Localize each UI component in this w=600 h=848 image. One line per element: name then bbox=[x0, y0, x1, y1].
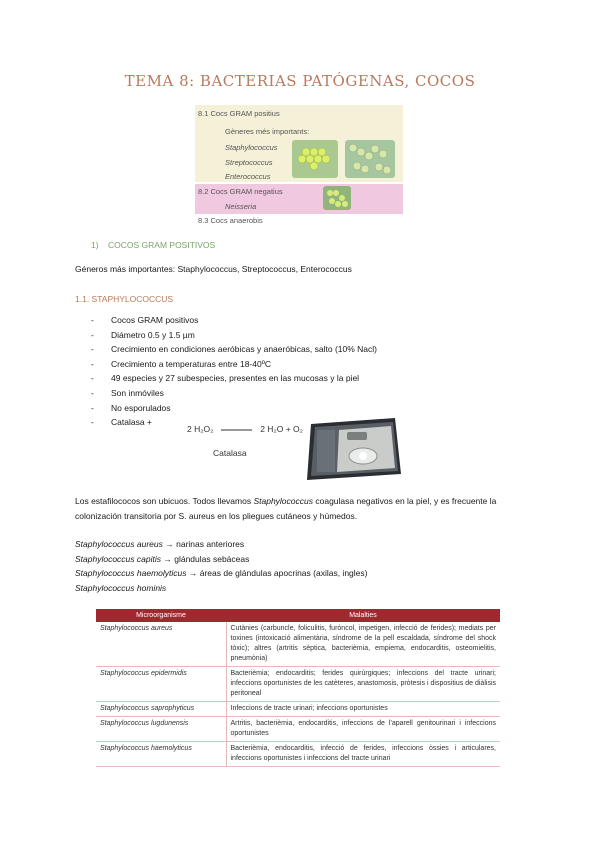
species-name: Staphylococcus hominis bbox=[75, 582, 167, 593]
diseases-cell: Artritis, bacterièmia, endocarditis, infeccions de l'aparell genitourinari i infeccions oportunistes bbox=[226, 717, 500, 742]
catalase-test-slide-image bbox=[303, 416, 403, 482]
list-item: - 49 especies y 27 subespecies, presentes en las mucosas y la piel bbox=[91, 371, 377, 386]
species-line bbox=[75, 566, 367, 581]
topic-index-figure bbox=[195, 105, 403, 225]
paragraph-text: coagulasa negativos en la piel, y es frecuente la colonización transitoria por S. aureus en los pliegues cutáneos y húmedos. bbox=[75, 496, 497, 521]
micrograph-staphylococcus bbox=[292, 140, 338, 178]
paragraph-text: Los estafilococos son ubicuos. Todos llevamos bbox=[75, 496, 254, 506]
list-item: - Son inmóviles bbox=[91, 386, 377, 401]
organism-cell: Staphylococcus aureus bbox=[96, 622, 226, 667]
table-row bbox=[96, 622, 500, 667]
species-name: Staphylococcus capitis bbox=[75, 553, 161, 564]
list-item: - No esporulados bbox=[91, 401, 377, 416]
list-item: - Crecimiento en condiciones aeróbicas y anaeróbicas, salto (10% Nacl) bbox=[91, 342, 377, 357]
index-genus: Staphylococcus bbox=[225, 143, 278, 152]
table-row bbox=[96, 742, 500, 767]
diseases-cell: Cutànies (carbuncle, foliculitis, furóncol, impetigen, infecció de ferides); mediats per toxines (intoxicació alimentària, síndrome de la pell escaldada, síndrome del shock tòxic); altres (artritis sèptica, bacterièmia, empiema, endocarditis, osteomielitis, pneumònia) bbox=[226, 622, 500, 667]
list-item: - Catalasa + bbox=[91, 415, 377, 430]
index-genus: Neisseria bbox=[225, 202, 257, 211]
species-line bbox=[75, 537, 367, 552]
micrograph-neisseria bbox=[323, 186, 351, 210]
ubiquity-paragraph bbox=[75, 494, 530, 524]
column-header: Malalties bbox=[226, 609, 500, 622]
species-habitat-list bbox=[75, 537, 367, 595]
characteristics-list bbox=[91, 313, 377, 430]
reaction-arrow-icon bbox=[220, 426, 254, 434]
reaction-product: 2 H₂O + O₂ bbox=[260, 424, 303, 434]
organism-cell: Staphylococcus lugdunensis bbox=[96, 717, 226, 742]
catalase-reaction bbox=[187, 424, 303, 458]
table-row bbox=[96, 667, 500, 702]
reaction-reactant: 2 H₂O₂ bbox=[187, 424, 214, 434]
species-site: → áreas de glándulas apocrinas (axilas, ingles) bbox=[186, 568, 368, 579]
section-heading: 1) COCOS GRAM POSITIVOS bbox=[91, 240, 216, 250]
species-line bbox=[75, 552, 367, 567]
subsection-heading: 1.1. STAPHYLOCOCCUS bbox=[75, 294, 174, 304]
index-genus: Enterococcus bbox=[225, 172, 271, 181]
list-item: - Diámetro 0.5 y 1.5 µm bbox=[91, 328, 377, 343]
index-item-3: 8.3 Cocs anaerobis bbox=[198, 216, 263, 225]
organism-cell: Staphylococcus haemolyticus bbox=[96, 742, 226, 767]
table-header-row bbox=[96, 609, 500, 622]
species-name: Staphylococcus aureus bbox=[75, 539, 163, 549]
species-site: → glándulas sebáceas bbox=[161, 553, 250, 564]
table-row bbox=[96, 717, 500, 742]
list-item: - Crecimiento a temperaturas entre 18-40ºC bbox=[91, 357, 377, 372]
species-name: Staphylococcus haemolyticus bbox=[75, 568, 187, 579]
index-subheading: Gèneres més importants: bbox=[225, 127, 310, 136]
list-item: - Cocos GRAM positivos bbox=[91, 313, 377, 328]
organism-cell: Staphylococcus epidermidis bbox=[96, 667, 226, 702]
diseases-cell: Infeccions de tracte urinari; infeccions oportunistes bbox=[226, 702, 500, 717]
index-item-1: 8.1 Cocs GRAM positius bbox=[198, 109, 280, 118]
micrograph-streptococcus bbox=[345, 140, 395, 178]
species-site: → narinas anteriores bbox=[162, 539, 245, 549]
index-genus: Streptococcus bbox=[225, 158, 273, 167]
organism-cell: Staphylococcus saprophyticus bbox=[96, 702, 226, 717]
genera-line: Géneros más importantes: Staphylococcus, Streptococcus, Enterococcus bbox=[75, 264, 352, 274]
diseases-table bbox=[96, 609, 500, 767]
species-line bbox=[75, 581, 367, 596]
paragraph-genus: Staphylococcus bbox=[253, 496, 313, 506]
diseases-cell: Bacterièmia; endocarditis; ferides quirúrgiques; infeccions del tracte urinari; infeccions oportunistes de les catèteres, anastomosis, pròtesis i dispositius de diàlisis peritoneal bbox=[226, 667, 500, 702]
diseases-cell: Bacterièmia, endocarditis, infecció de ferides, infeccions òssies i articulares, infeccions oportunistes i infeccions del tracte urinari bbox=[226, 742, 500, 767]
index-item-2: 8.2 Cocs GRAM negatius bbox=[198, 187, 283, 196]
page-title: TEMA 8: BACTERIAS PATÓGENAS, COCOS bbox=[124, 72, 476, 90]
table-row bbox=[96, 702, 500, 717]
column-header: Microorganisme bbox=[96, 609, 226, 622]
reaction-enzyme: Catalasa bbox=[213, 448, 247, 458]
